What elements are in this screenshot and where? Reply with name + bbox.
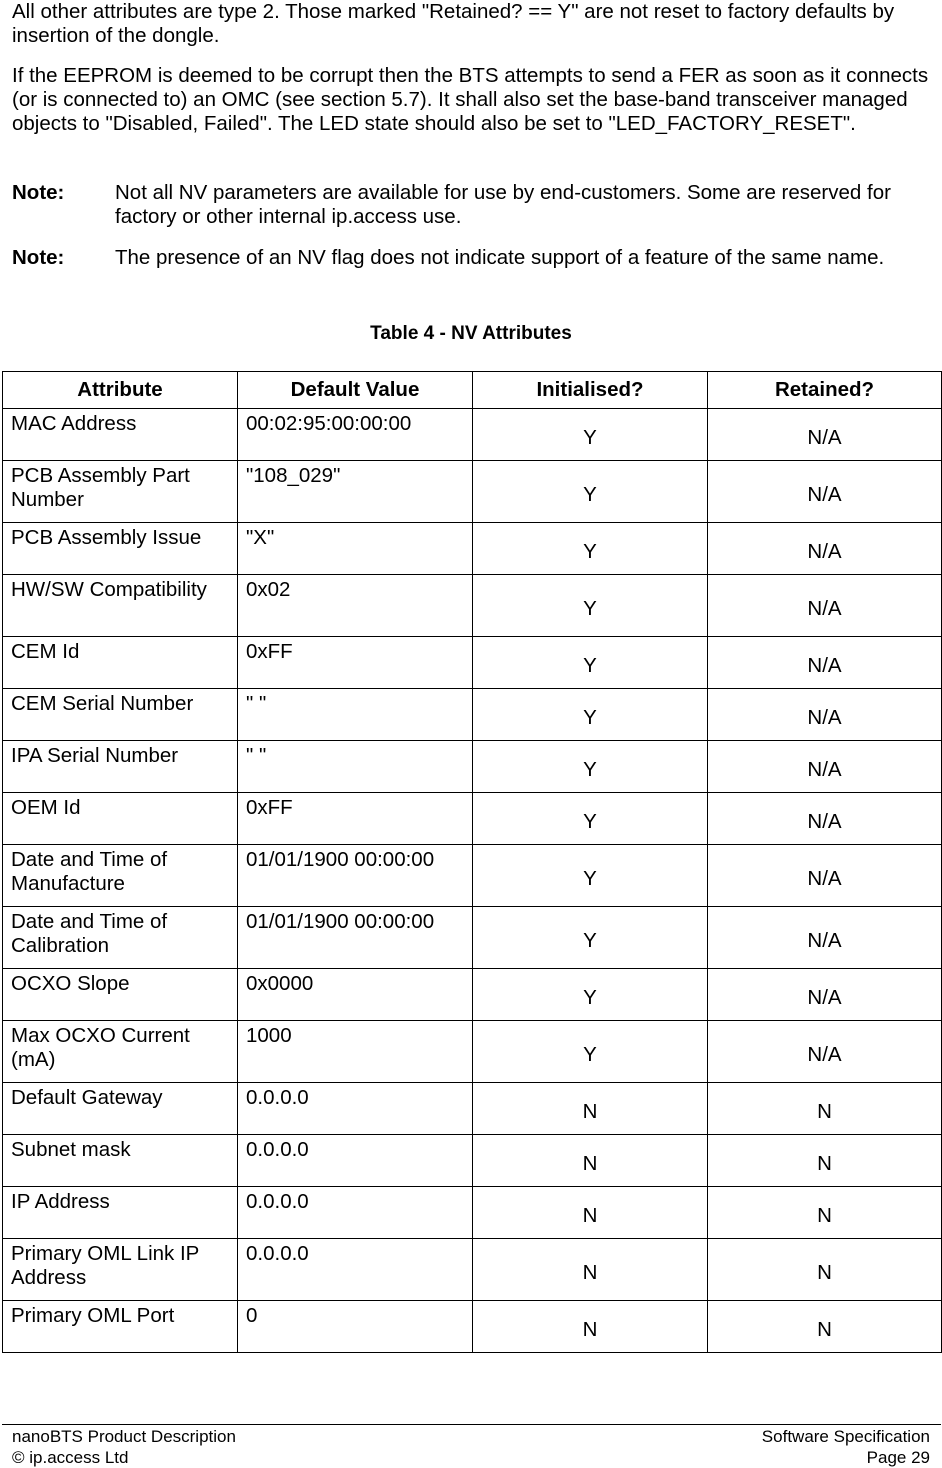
cell-retained: N xyxy=(708,1239,942,1301)
cell-attribute: Default Gateway xyxy=(3,1083,238,1135)
table-caption: Table 4 - NV Attributes xyxy=(370,323,572,344)
cell-attribute: CEM Id xyxy=(3,637,238,689)
cell-default-value: 0 xyxy=(238,1301,473,1353)
cell-default-value: 01/01/1900 00:00:00 xyxy=(238,907,473,969)
nv-attributes-table xyxy=(2,371,942,1353)
cell-default-value: 0.0.0.0 xyxy=(238,1135,473,1187)
cell-retained: N/A xyxy=(708,793,942,845)
header-initialised: Initialised? xyxy=(473,372,708,409)
cell-retained: N/A xyxy=(708,845,942,907)
header-attribute: Attribute xyxy=(3,372,238,409)
table-row xyxy=(3,907,942,969)
cell-default-value: 0xFF xyxy=(238,793,473,845)
table-row xyxy=(3,523,942,575)
cell-initialised: Y xyxy=(473,461,708,523)
cell-default-value: 00:02:95:00:00:00 xyxy=(238,409,473,461)
cell-attribute: MAC Address xyxy=(3,409,238,461)
cell-retained: N xyxy=(708,1083,942,1135)
cell-initialised: N xyxy=(473,1083,708,1135)
note-text: Not all NV parameters are available for use by end-customers. Some are reserved for factory or other internal ip.access use. xyxy=(115,181,891,228)
cell-initialised: N xyxy=(473,1239,708,1301)
cell-initialised: Y xyxy=(473,969,708,1021)
cell-default-value: 01/01/1900 00:00:00 xyxy=(238,845,473,907)
header-retained: Retained? xyxy=(708,372,942,409)
cell-initialised: Y xyxy=(473,689,708,741)
cell-default-value: " " xyxy=(238,741,473,793)
cell-attribute: PCB Assembly Part Number xyxy=(3,461,238,523)
header-default-value: Default Value xyxy=(238,372,473,409)
cell-attribute: IP Address xyxy=(3,1187,238,1239)
cell-default-value: 0.0.0.0 xyxy=(238,1187,473,1239)
cell-initialised: Y xyxy=(473,575,708,637)
cell-retained: N/A xyxy=(708,969,942,1021)
footer-document-title: nanoBTS Product Description xyxy=(12,1427,236,1446)
table-row xyxy=(3,461,942,523)
note-text: The presence of an NV flag does not indicate support of a feature of the same name. xyxy=(115,246,885,269)
cell-attribute: OEM Id xyxy=(3,793,238,845)
table-row xyxy=(3,793,942,845)
table-row xyxy=(3,741,942,793)
paragraph-type2-attributes: All other attributes are type 2. Those marked "Retained? == Y" are not reset to factory defaults by insertion of the dongle. xyxy=(12,0,895,47)
cell-default-value: 1000 xyxy=(238,1021,473,1083)
cell-default-value: 0.0.0.0 xyxy=(238,1083,473,1135)
cell-attribute: Date and Time of Manufacture xyxy=(3,845,238,907)
cell-attribute: PCB Assembly Issue xyxy=(3,523,238,575)
cell-retained: N xyxy=(708,1187,942,1239)
cell-initialised: N xyxy=(473,1187,708,1239)
cell-retained: N xyxy=(708,1135,942,1187)
cell-attribute: Subnet mask xyxy=(3,1135,238,1187)
table-row xyxy=(3,1021,942,1083)
table-row xyxy=(3,1083,942,1135)
cell-initialised: Y xyxy=(473,793,708,845)
table-row xyxy=(3,575,942,637)
cell-attribute: Primary OML Port xyxy=(3,1301,238,1353)
table-row xyxy=(3,969,942,1021)
table-row xyxy=(3,1187,942,1239)
footer-divider xyxy=(2,1424,941,1425)
cell-attribute: CEM Serial Number xyxy=(3,689,238,741)
note-nv-parameters xyxy=(12,181,932,229)
cell-default-value: 0x02 xyxy=(238,575,473,637)
cell-retained: N/A xyxy=(708,1021,942,1083)
cell-initialised: Y xyxy=(473,907,708,969)
cell-retained: N/A xyxy=(708,461,942,523)
table-row xyxy=(3,1239,942,1301)
cell-retained: N/A xyxy=(708,637,942,689)
note-label: Note: xyxy=(12,181,65,204)
table-header-row xyxy=(3,372,942,409)
cell-retained: N/A xyxy=(708,575,942,637)
cell-default-value: "X" xyxy=(238,523,473,575)
table-row xyxy=(3,689,942,741)
footer-copyright: © ip.access Ltd xyxy=(12,1448,129,1467)
cell-initialised: Y xyxy=(473,845,708,907)
cell-default-value: " " xyxy=(238,689,473,741)
table-row xyxy=(3,1135,942,1187)
cell-initialised: N xyxy=(473,1135,708,1187)
cell-initialised: Y xyxy=(473,523,708,575)
note-nv-flag xyxy=(12,246,932,270)
cell-default-value: 0xFF xyxy=(238,637,473,689)
cell-default-value: 0x0000 xyxy=(238,969,473,1021)
cell-initialised: N xyxy=(473,1301,708,1353)
table-row xyxy=(3,845,942,907)
table-row xyxy=(3,637,942,689)
cell-initialised: Y xyxy=(473,741,708,793)
cell-retained: N xyxy=(708,1301,942,1353)
note-label: Note: xyxy=(12,246,65,269)
cell-attribute: HW/SW Compatibility xyxy=(3,575,238,637)
cell-attribute: Date and Time of Calibration xyxy=(3,907,238,969)
cell-attribute: OCXO Slope xyxy=(3,969,238,1021)
footer-section-title: Software Specification xyxy=(761,1427,930,1446)
cell-attribute: Max OCXO Current (mA) xyxy=(3,1021,238,1083)
cell-default-value: 0.0.0.0 xyxy=(238,1239,473,1301)
cell-default-value: "108_029" xyxy=(238,461,473,523)
cell-retained: N/A xyxy=(708,741,942,793)
cell-initialised: Y xyxy=(473,1021,708,1083)
cell-attribute: IPA Serial Number xyxy=(3,741,238,793)
cell-retained: N/A xyxy=(708,907,942,969)
cell-initialised: Y xyxy=(473,409,708,461)
cell-retained: N/A xyxy=(708,689,942,741)
table-row xyxy=(3,409,942,461)
cell-retained: N/A xyxy=(708,409,942,461)
cell-initialised: Y xyxy=(473,637,708,689)
table-row xyxy=(3,1301,942,1353)
cell-attribute: Primary OML Link IP Address xyxy=(3,1239,238,1301)
footer-page-number: Page 29 xyxy=(866,1448,930,1467)
paragraph-eeprom-corrupt: If the EEPROM is deemed to be corrupt then the BTS attempts to send a FER as soon as it connects (or is connected to) an OMC (see section 5.7). It shall also set the base-band transceiver managed objects to "Disabled, Failed". The LED state should also be set to "LED_FACTORY_RESET". xyxy=(12,64,929,135)
cell-retained: N/A xyxy=(708,523,942,575)
